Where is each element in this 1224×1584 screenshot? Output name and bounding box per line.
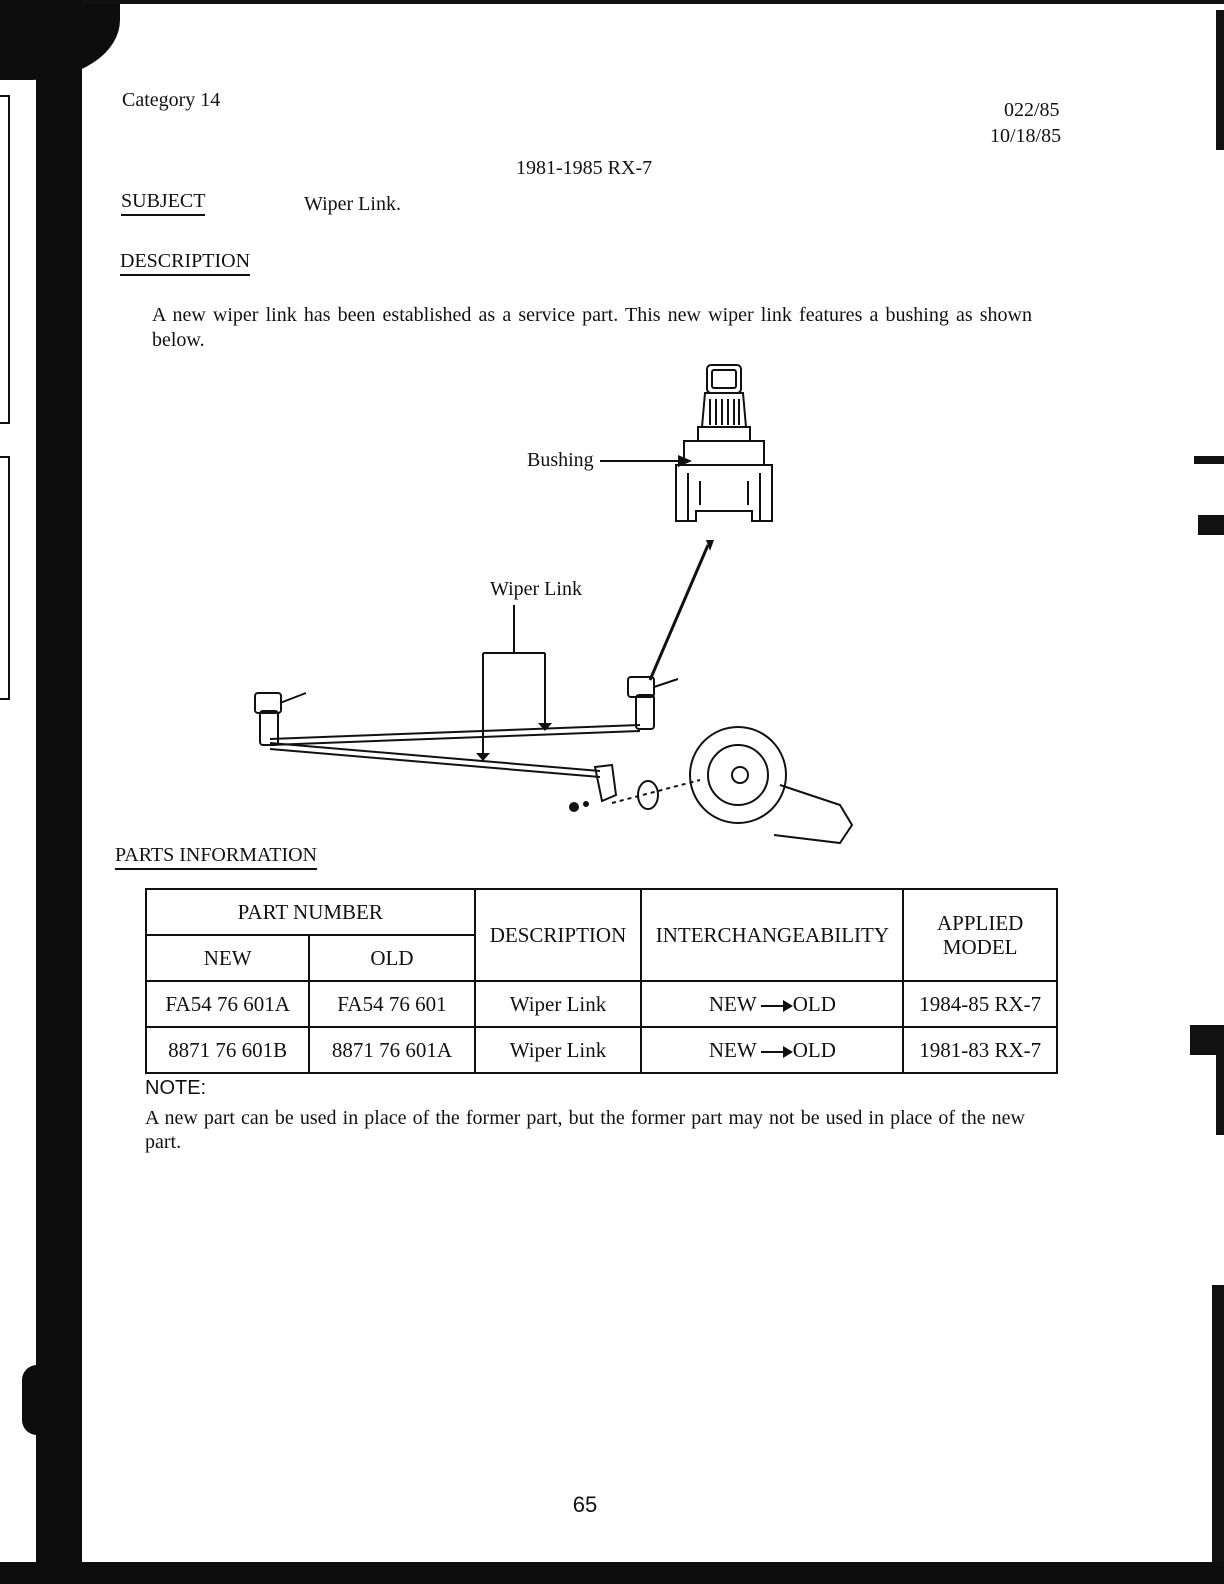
- scan-edge-bottom: [0, 1562, 1224, 1584]
- parts-table: [145, 888, 1058, 1074]
- header-applied-model: APPLIED MODEL: [903, 889, 1057, 981]
- right-arrow-icon: [761, 1005, 791, 1007]
- scan-edge-left: [0, 0, 82, 1584]
- note-label: NOTE:: [145, 1077, 207, 1099]
- bulletin-number: 022/85: [1004, 99, 1060, 121]
- header-old: OLD: [309, 935, 474, 981]
- interchange-from: NEW: [708, 1037, 757, 1062]
- model-line: 1981-1985 RX-7: [516, 157, 653, 179]
- cell-new-part: 8871 76 601B: [146, 1027, 309, 1073]
- header-part-number: PART NUMBER: [146, 889, 475, 935]
- page-number: 65: [572, 1492, 598, 1517]
- interchange-from: NEW: [708, 991, 757, 1016]
- scan-tab-marker: [0, 95, 10, 424]
- header-new: NEW: [146, 935, 309, 981]
- subject-value: Wiper Link.: [304, 193, 401, 215]
- cell-applied-model: 1981-83 RX-7: [903, 1027, 1057, 1073]
- cell-description: Wiper Link: [475, 981, 642, 1027]
- bushing-illustration: [676, 365, 772, 521]
- header-interchangeability: INTERCHANGEABILITY: [641, 889, 903, 981]
- scan-clip-shadow: [22, 1365, 52, 1435]
- cell-new-part: FA54 76 601A: [146, 981, 309, 1027]
- description-text: A new wiper link has been established as a service part. This new wiper link features a bushing as shown below.: [152, 304, 1032, 351]
- scan-edge-top: [82, 0, 1224, 4]
- category-label: Category 14: [122, 89, 221, 111]
- subject-label: SUBJECT: [121, 191, 205, 216]
- header-description: DESCRIPTION: [475, 889, 642, 981]
- cell-interchangeability: [641, 1027, 903, 1073]
- scan-binding-shadow: [36, 0, 82, 1584]
- wiper-link-callout: Wiper Link: [490, 578, 582, 600]
- scan-tab-marker: [0, 456, 10, 700]
- bushing-callout: Bushing: [527, 449, 594, 471]
- note-text: A new part can be used in place of the former part, but the former part may not be used in place of the new part.: [145, 1107, 1025, 1153]
- wiper-link-diagram: [240, 355, 880, 845]
- scan-edge-right: [1200, 0, 1224, 1562]
- right-arrow-icon: [761, 1051, 791, 1053]
- cell-description: Wiper Link: [475, 1027, 642, 1073]
- parts-info-heading: PARTS INFORMATION: [115, 845, 317, 870]
- description-heading: DESCRIPTION: [120, 251, 250, 276]
- cell-old-part: 8871 76 601A: [309, 1027, 474, 1073]
- cell-applied-model: 1984-85 RX-7: [903, 981, 1057, 1027]
- bulletin-date: 10/18/85: [990, 125, 1062, 147]
- interchange-to: OLD: [792, 1037, 836, 1062]
- table-row: [146, 981, 1057, 1027]
- interchange-to: OLD: [792, 991, 836, 1016]
- cell-interchangeability: [641, 981, 903, 1027]
- cell-old-part: FA54 76 601: [309, 981, 474, 1027]
- table-row: [146, 1027, 1057, 1073]
